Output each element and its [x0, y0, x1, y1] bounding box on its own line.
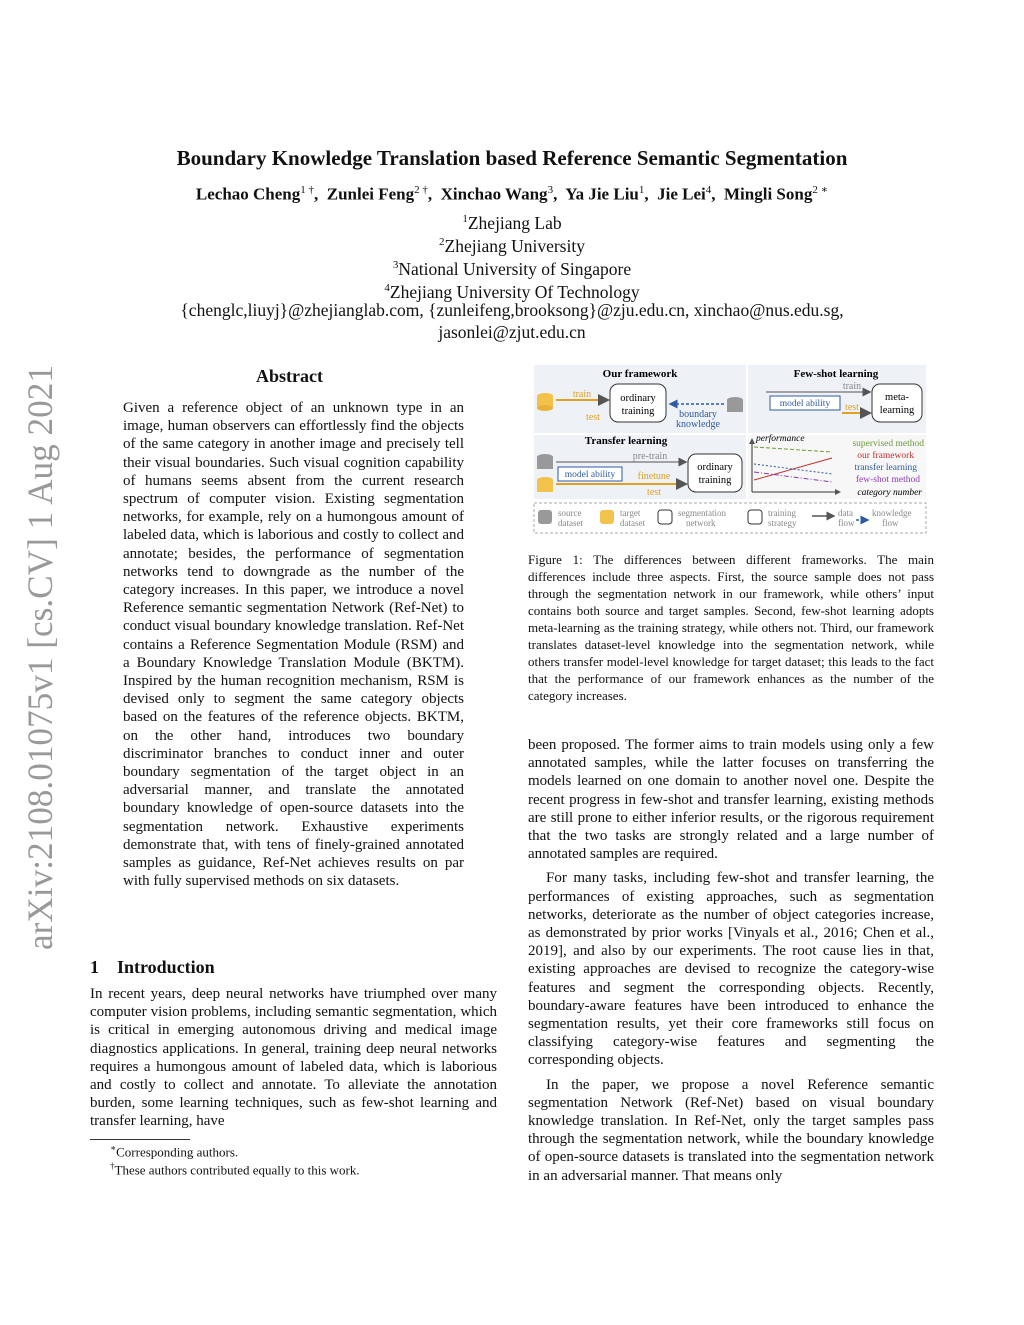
- legend-box: [534, 503, 926, 533]
- legend-knowledge-2: flow: [882, 518, 899, 528]
- label-performance: performance: [756, 434, 805, 444]
- label-fs-train: train: [842, 381, 862, 392]
- label-tl-model-ability: model ability: [564, 470, 616, 480]
- arxiv-identifier: [4, 360, 68, 960]
- intro-paragraph: In recent years, deep neural networks have triumphed over many computer vision problems, including semantic segmentation, which is critical in emerging autonomous driving and medical image diagnostics applications. In general, training deep neural networks requires a humongous amount of labeled data, which is laborious and costly to collect and annotate. To alleviate the annotation burden, some learning techniques, such as few-shot learning and transfer learning, have: [90, 986, 497, 1130]
- author-list: Lechao Cheng$^{1 \dagger}$, Zunlei Feng$^{2 \dagger}$, Xinchao Wang$^3$, Ya Jie Liu$^1$, Jie Lei$^4$, Mingli Song$^{2 ∗}$: [195, 184, 829, 204]
- tl-target-icon: [537, 480, 553, 492]
- label-train: train: [572, 389, 592, 400]
- legend-training-2: strategy: [768, 518, 797, 528]
- author-sup: 3: [547, 184, 554, 196]
- author-name: Ya Jie Liu: [565, 184, 639, 204]
- affiliation-text: Zhejiang University: [444, 235, 585, 256]
- email-line: {chenglc,liuyj}@zhejianglab.com, {zunleifeng,brooksong}@zju.edu.cn, xinchao@nus.edu.sg,: [180, 300, 844, 320]
- footnote-text: Corresponding authors.: [116, 1144, 239, 1160]
- legend-training-1: training: [768, 508, 796, 518]
- affiliation-sup: 1: [462, 213, 468, 225]
- section-title: Introduction: [117, 957, 215, 977]
- legend-transfer: transfer learning: [854, 463, 917, 473]
- affiliation-sup: 3: [392, 259, 399, 271]
- body-paragraph: In the paper, we propose a novel Reference semantic segmentation Network (Ref-Net) based on visual boundary knowledge translation. In Ref-Net, only the target samples pass through the segmentation network, while the boundary knowledge of open-source datasets is translated into the segmentation network in an adversarial manner. That means only: [528, 1076, 934, 1184]
- label-pre-train: pre-train: [632, 451, 668, 462]
- body-paragraph: been proposed. The former aims to train models using only a few annotated samples, while the latter focuses on transferring the models learned on one domain to another novel one. Despite the recent progress in few-shot and transfer learning, existing methods are still prone to either inferior results, or the rigorous requirement that the two tasks are strongly related and a large number of annotated samples are required.: [528, 737, 934, 863]
- legend-seg-2: network: [686, 518, 716, 528]
- figure-1: [530, 362, 930, 537]
- footnote-rule: [90, 1139, 190, 1140]
- abstract-text: Given a reference object of an unknown type in an image, human observers can effortlessly find the objects of the same category in another image and precisely tell their visual boundaries. Such visual cognition capability of humans seems absent from the current research spectrum of computer vision. Existing segmentation networks, for example, rely on a humongous amount of labeled data, which is laborious and costly to collect and annotate; besides, the performance of segmentation networks tend to downgrade as the number of the category increases. In this paper, we introduce a novel Reference semantic segmentation Network (Ref-Net) to conduct visual boundary knowledge translation. Ref-Net contains a Reference Segmentation Module (RSM) and a Boundary Knowledge Translation Module (BKTM). Inspired by the human recognition mechanism, RSM is devised only to segment the same category objects based on the features of the reference objects. BKTM, on the other hand, introduces two boundary discriminator branches to conduct inner and outer boundary segmentation of the target object in an adversarial manner, and translate the annotated boundary knowledge of open-source datasets into the segmentation network. Exhaustive experiments demonstrate that, with tens of finely-grained annotated samples as guidance, Ref-Net achieves results on par with fully supervised methods on six datasets.: [123, 400, 464, 890]
- section-number: 1: [90, 957, 99, 977]
- legend-seg-1: segmentation: [678, 508, 726, 518]
- affiliation-text: Zhejiang University Of Technology: [389, 281, 640, 302]
- email-line: jasonlei@zjut.edu.cn: [438, 322, 586, 342]
- author-name: Zunlei Feng: [326, 184, 415, 204]
- author-name: Xinchao Wang: [440, 184, 548, 204]
- legend-knowledge-1: knowledge: [872, 508, 912, 518]
- label-our-framework: Our framework: [602, 368, 678, 380]
- author-name: Lechao Cheng: [195, 184, 301, 204]
- affiliation-text: National University of Singapore: [398, 258, 632, 279]
- figure-caption: Figure 1: The differences between different frameworks. The main differences include three aspects. First, the source sample does not pass through the segmentation network in our framework, while others’ input contains both source and target samples. Second, few-shot learning adopts meta-learning as the training strategy, while others not. Third, our framework translates dataset-level knowledge into the segmentation network, while others transfer model-level knowledge for target dataset; this leads to the fact that the performance of our framework enhances as the number of the category increases.: [528, 552, 934, 703]
- author-sup: 2 ∗: [812, 184, 829, 196]
- legend-source-2: dataset: [558, 518, 583, 528]
- label-ordinary: ordinary: [620, 393, 656, 404]
- meta-learning-box: [872, 384, 922, 422]
- author-name: Jie Lei: [657, 184, 706, 204]
- author-sup: 1: [638, 184, 645, 196]
- legend-target-2: dataset: [620, 518, 645, 528]
- label-finetune: finetune: [637, 471, 671, 482]
- label-tl-training: training: [698, 475, 732, 486]
- legend-source-1: source: [558, 508, 582, 518]
- footnote-text: These authors contributed equally to this work.: [114, 1162, 360, 1178]
- author-sup: 2 †: [414, 184, 428, 196]
- legend-target-1: target: [620, 508, 641, 518]
- legend-data-1: data: [838, 508, 853, 518]
- legend-supervised: supervised method: [852, 439, 924, 449]
- legend-data-2: flow: [838, 518, 855, 528]
- label-meta: meta-: [885, 392, 909, 403]
- label-model-ability: model ability: [779, 399, 831, 409]
- right-column: [528, 736, 934, 1185]
- affiliation-sup: 4: [384, 282, 390, 294]
- footnote-mark: ∗: [110, 1143, 117, 1153]
- section-heading: [90, 957, 215, 978]
- label-test: test: [586, 412, 600, 423]
- footnote: [110, 1143, 238, 1160]
- legend-our: our framework: [857, 451, 914, 461]
- author-sup: 1 †: [300, 184, 315, 196]
- abstract-heading: Abstract: [256, 366, 323, 386]
- label-few-shot: Few-shot learning: [793, 368, 879, 380]
- label-fs-test: test: [845, 402, 859, 413]
- footnote: [110, 1161, 360, 1178]
- label-learning: learning: [879, 405, 915, 416]
- tl-ordinary-box: [688, 454, 742, 492]
- legend-few-shot: few-shot method: [855, 475, 920, 485]
- paper-title: Boundary Knowledge Translation based Reference Semantic Segmentation: [176, 146, 848, 170]
- label-transfer: Transfer learning: [584, 435, 668, 447]
- author-name: Mingli Song: [724, 184, 813, 204]
- affiliation-sup: 2: [439, 236, 445, 248]
- label-boundary: boundary: [679, 409, 717, 420]
- affiliation-text: Zhejiang Lab: [467, 212, 562, 233]
- body-paragraph: For many tasks, including few-shot and transfer learning, the performances of existing approaches, such as segmentation networks, deteriorate as the number of object categories increase, as demonstrated by prior works [Vinyals et al., 2016; Chen et al., 2019], and also by our experiments. The root cause lies in that, existing approaches are devised to recognize the category-wise features and segment the corresponding objects. Recently, boundary-aware features have been introduced to enhance the segmentation results, yet their core frameworks still focus on classifying category-wise features and segmenting the corresponding objects.: [528, 870, 934, 1069]
- label-category-number: category number: [857, 488, 922, 498]
- tl-source-icon: [537, 457, 553, 469]
- author-sup: 4: [705, 184, 712, 196]
- label-training: training: [621, 406, 655, 417]
- footnote-mark: †: [110, 1161, 115, 1171]
- abstract-body: [123, 399, 464, 890]
- label-tl-test: test: [647, 487, 661, 498]
- label-tl-ordinary: ordinary: [697, 462, 733, 473]
- intro-column: [90, 985, 497, 1131]
- label-knowledge: knowledge: [676, 419, 720, 430]
- arxiv-id-text: arXiv:2108.01075v1 [cs.CV] 1 Aug 2021: [20, 360, 60, 950]
